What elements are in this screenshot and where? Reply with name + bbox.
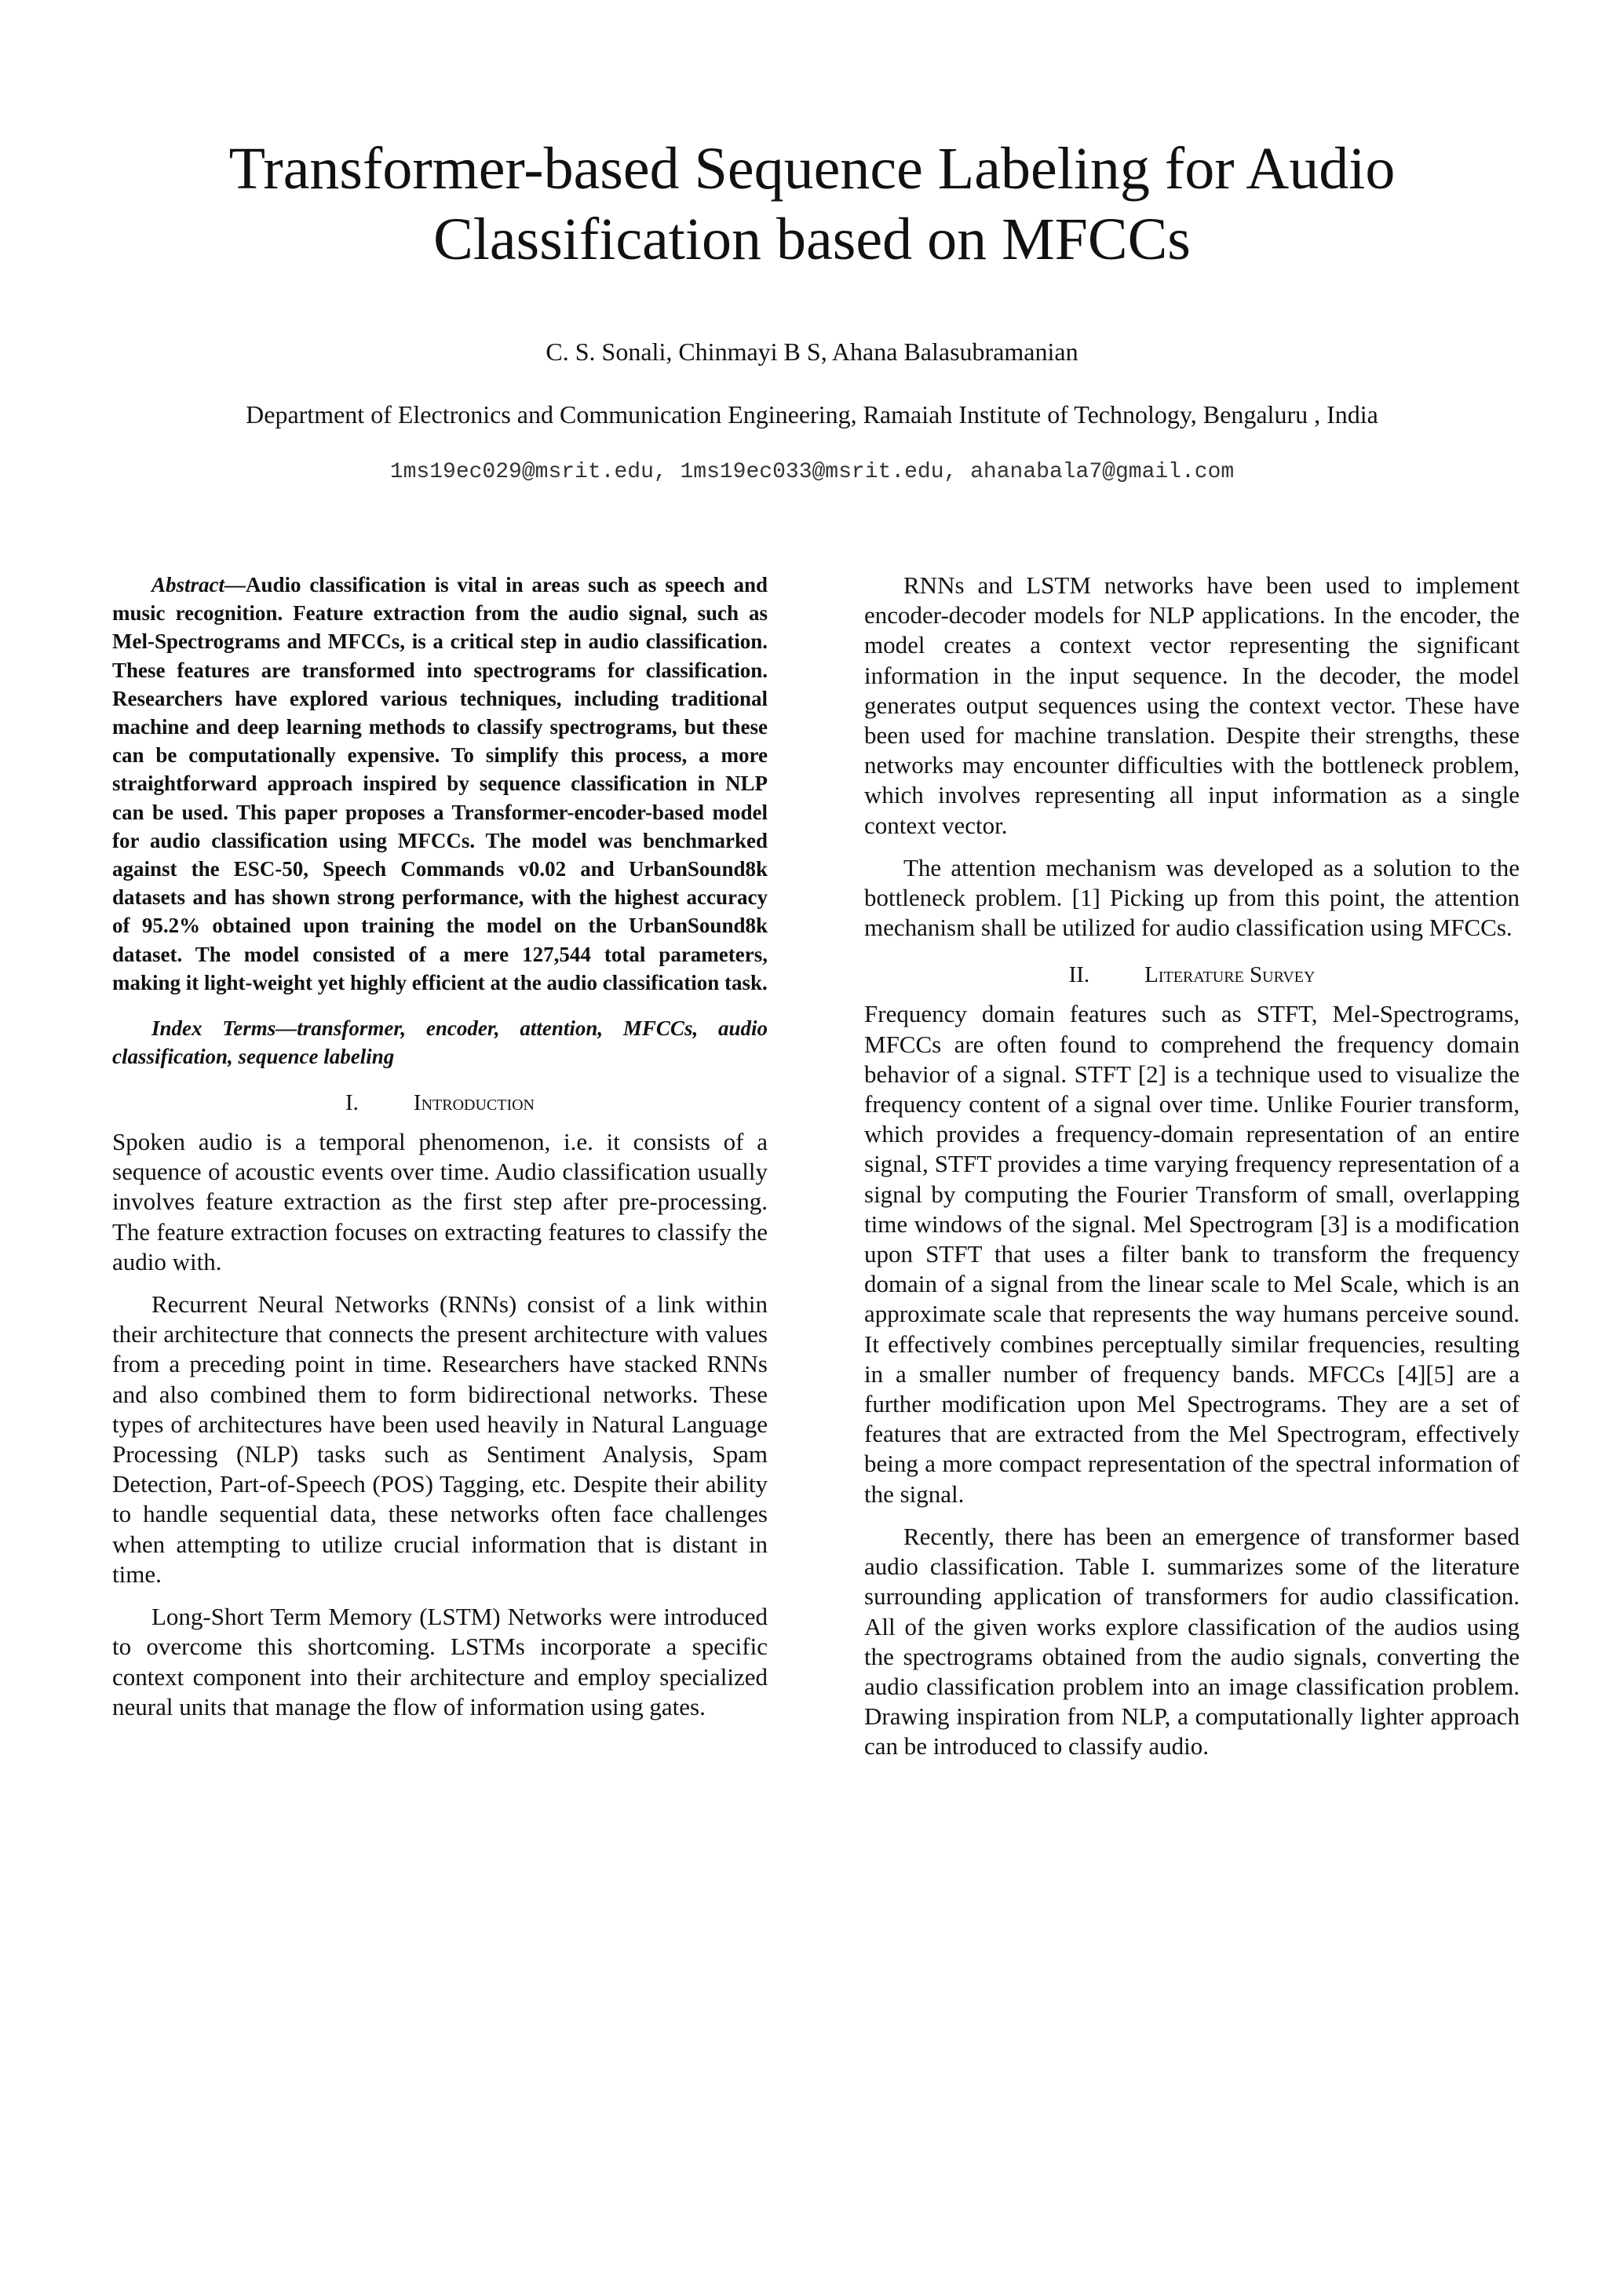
paragraph: The attention mechanism was developed as a solution to the bottleneck problem. [1] Picking up from this point, the attention mechanism shall be utilized for audio classification using MFCCs.	[864, 853, 1520, 942]
abstract	[112, 571, 768, 997]
paragraph: Long-Short Term Memory (LSTM) Networks were introduced to overcome this shortcoming. LSTMs incorporate a specific context component into their architecture and employ specialized neural units that manage the flow of information using gates.	[112, 1603, 768, 1720]
title-line-1: Transformer-based Sequence Labeling for Audio	[228, 136, 1396, 202]
author-list: C. S. Sonali, Chinmayi B S, Ahana Balasubramanian	[546, 338, 1078, 366]
section-heading-introduction	[112, 1088, 768, 1118]
index-terms: Index Terms—transformer, encoder, attention, MFCCs, audio classification, sequence labeling	[112, 1016, 768, 1069]
paragraph: Frequency domain features such as STFT, Mel-Spectrograms, MFCCs are often found to comprehend the frequency domain behavior of a signal. STFT [2] is a technique used to visualize the frequency content of a signal over time. Unlike Fourier transform, which provides a frequency-domain representation of an entire signal, STFT provides a time varying frequency representation of a signal by computing the Fourier Transform of small, overlapping time windows of the signal. Mel Spectrogram [3] is a modification upon STFT that uses a filter bank to transform the frequency domain of a signal from the linear scale to Mel Scale, which is an approximate scale that represents the way humans perceive sound. It effectively combines perceptually similar frequencies, resulting in a smaller number of frequency bands. MFCCs [4][5] are a further modification upon Mel Spectrograms. They are a set of features that are extracted from the Mel Spectrogram, effectively being a more compact representation of the spectral information of the signal.	[864, 1000, 1520, 1508]
paragraph: RNNs and LSTM networks have been used to implement encoder-decoder models for NLP applications. In the encoder, the model creates a context vector representing the significant information in the input sequence. In the decoder, the model generates output sequences using the context vector. These have been used for machine translation. Despite their strengths, these networks may encounter difficulties with the bottleneck problem, which involves representing all input information as a single context vector.	[864, 571, 1520, 839]
paragraph: Recently, there has been an emergence of transformer based audio classification. Table I. summarizes some of the literature surrounding application of transformers for audio classification. All of the given works explore classification of the audios using the spectrograms obtained from the audio signals, converting the audio classification problem into an image classification problem. Drawing inspiration from NLP, a computationally lighter approach can be introduced to classify audio.	[864, 1522, 1520, 1760]
section-number: II.	[1068, 962, 1090, 988]
section-title: Literature Survey	[1144, 962, 1316, 988]
abstract-text: Audio classification is vital in areas such as speech and music recognition. Feature extraction from the audio signal, such as Mel-Spectrograms and MFCCs, is a critical step in audio classification. These features are transformed into spectrograms for classification. Researchers have explored various techniques, including traditional machine and deep learning methods to classify spectrograms, but these can be computationally expensive. To simplify this process, a more straightforward approach inspired by sequence classification in NLP can be used. This paper proposes a Transformer-encoder-based model for audio classification using MFCCs. The model was benchmarked against the ESC-50, Speech Commands v0.02 and UrbanSound8k datasets and has shown strong performance, with the highest accuracy of 95.2% obtained upon training the model on the UrbanSound8k dataset. The model consisted of a mere 127,544 total parameters, making it light-weight yet highly efficient at the audio classification task.	[112, 573, 768, 994]
left-column	[112, 571, 768, 1722]
section-number: I.	[345, 1090, 359, 1116]
section-heading-literature-survey	[864, 960, 1520, 990]
abstract-lead: Abstract—	[151, 573, 246, 597]
paragraph: Recurrent Neural Networks (RNNs) consist of a link within their architecture that connects the present architecture with values from a preceding point in time. Researchers have stacked RNNs and also combined them to form bidirectional networks. These types of architectures have been used heavily in Natural Language Processing (NLP) tasks such as Sentiment Analysis, Spam Detection, Part-of-Speech (POS) Tagging, etc. Despite their ability to handle sequential data, these networks often face challenges when attempting to utilize crucial information that is distant in time.	[112, 1290, 768, 1588]
right-column	[864, 571, 1520, 1762]
paper-title	[0, 133, 1624, 275]
paragraph: Spoken audio is a temporal phenomenon, i.e. it consists of a sequence of acoustic events over time. Audio classification usually involves feature extraction as the first step after pre-processing. The feature extraction focuses on extracting features to classify the audio with.	[112, 1128, 768, 1275]
title-line-2: Classification based on MFCCs	[433, 206, 1191, 272]
author-emails: 1ms19ec029@msrit.edu, 1ms19ec033@msrit.edu, ahanabala7@gmail.com	[389, 460, 1235, 484]
affiliation: Department of Electronics and Communication Engineering, Ramaiah Institute of Technology, Bengaluru , India	[246, 400, 1378, 429]
section-title: Introduction	[413, 1090, 535, 1116]
